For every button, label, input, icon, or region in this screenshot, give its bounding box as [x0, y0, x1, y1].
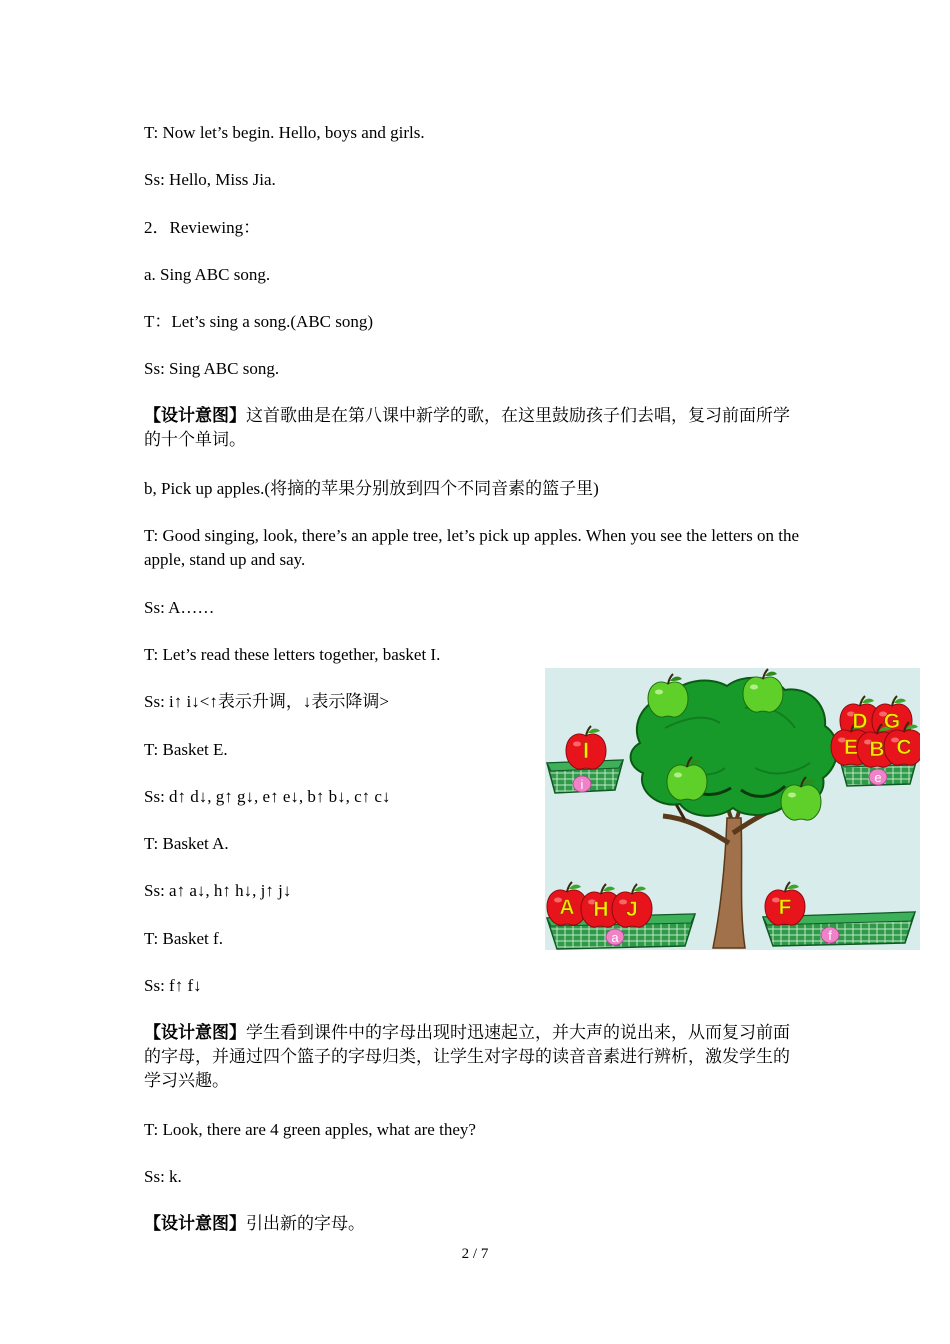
- dialogue-line: Ss: Hello, Miss Jia.: [144, 170, 276, 189]
- apple-letter: D: [852, 710, 868, 733]
- dialogue-line: T: Let’s read these letters together, basket I.: [144, 645, 441, 664]
- dialogue-line: Ss: A……: [144, 598, 215, 617]
- dialogue-line: Ss: f↑ f↓: [144, 976, 202, 995]
- basket-letter: i: [580, 777, 584, 792]
- dialogue-line: T: Basket E.: [144, 740, 228, 759]
- dialogue-line: T: Now let’s begin. Hello, boys and girls.: [144, 123, 425, 142]
- page-number: 2 / 7: [461, 1246, 489, 1262]
- dialogue-line: T：Let’s sing a song.(ABC song): [144, 312, 374, 331]
- apple-letter: F: [778, 896, 792, 919]
- apple-letter: H: [593, 898, 609, 921]
- dialogue-line: Ss: a↑ a↓, h↑ h↓, j↑ j↓: [144, 881, 292, 900]
- step-heading: b, Pick up apples.(将摘的苹果分别放到四个不同音素的篮子里): [144, 479, 599, 498]
- apple-letter: A: [559, 896, 575, 919]
- dialogue-line: Ss: k.: [144, 1167, 182, 1186]
- basket-letter: f: [828, 928, 832, 943]
- design-note-text: 引出新的字母。: [246, 1214, 365, 1233]
- design-note: [144, 1021, 800, 1093]
- design-note-text: 这首歌曲是在第八课中新学的歌，在这里鼓励孩子们去唱，复习前面所学的十个单词。: [144, 406, 790, 449]
- apple-letter: J: [626, 898, 638, 921]
- apple-tree-figure: [545, 668, 920, 950]
- dialogue-line: Ss: d↑ d↓, g↑ g↓, e↑ e↓, b↑ b↓, c↑ c↓: [144, 787, 391, 806]
- apple-letter: E: [843, 736, 859, 759]
- dialogue-line: Ss: Sing ABC song.: [144, 359, 280, 378]
- design-note-text: 学生看到课件中的字母出现时迅速起立，并大声的说出来，从而复习前面的字母，并通过四个篮子的字母归类，让学生对字母的读音音素进行辨析，激发学生的学习兴趣。: [144, 1023, 790, 1090]
- design-note-tag: 【设计意图】: [144, 1023, 246, 1042]
- design-note: [144, 1212, 800, 1236]
- step-heading: a. Sing ABC song.: [144, 265, 271, 284]
- apple-letter: G: [883, 710, 901, 733]
- apple-letter: I: [582, 738, 590, 763]
- design-note-tag: 【设计意图】: [144, 406, 246, 425]
- apple-letter: C: [896, 736, 912, 759]
- dialogue-line: Ss: i↑ i↓<↑表示升调，↓表示降调>: [144, 692, 389, 711]
- design-note-tag: 【设计意图】: [144, 1214, 246, 1233]
- apple-letter: B: [869, 738, 885, 761]
- dialogue-line: T: Basket f.: [144, 929, 223, 948]
- dialogue-line: T: Basket A.: [144, 834, 229, 853]
- section-heading: 2．Reviewing：: [144, 218, 261, 237]
- design-note: [144, 404, 800, 452]
- dialogue-line: T: Look, there are 4 green apples, what are they?: [144, 1120, 476, 1139]
- basket-letter: e: [874, 770, 882, 785]
- dialogue-line: T: Good singing, look, there’s an apple tree, let’s pick up apples. When you see the letters on the apple, stand up and say.: [144, 526, 800, 569]
- basket-letter: a: [611, 930, 619, 945]
